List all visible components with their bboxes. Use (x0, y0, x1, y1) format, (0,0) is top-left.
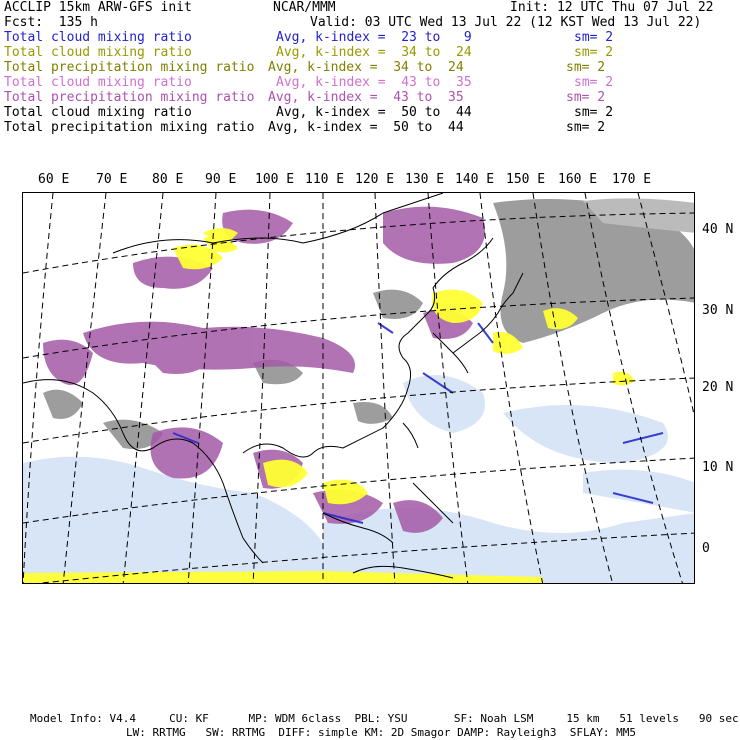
lat-label: 10 N (702, 460, 734, 475)
lon-label: 160 E (558, 172, 598, 187)
legend-avg: Avg, k-index = 50 to 44 (268, 120, 464, 135)
lon-label: 100 E (255, 172, 295, 187)
lon-label: 60 E (38, 172, 70, 187)
lon-label: 120 E (355, 172, 395, 187)
legend-avg: Avg, k-index = 50 to 44 (276, 105, 472, 120)
legend-sm: sm= 2 (574, 75, 614, 90)
legend-avg: Avg, k-index = 23 to 9 (276, 30, 472, 45)
legend-sm: sm= 2 (574, 45, 614, 60)
legend-avg: Avg, k-index = 43 to 35 (268, 90, 464, 105)
legend-name: Total cloud mixing ratio (4, 75, 192, 90)
legend-sm: sm= 2 (566, 60, 606, 75)
legend-avg: Avg, k-index = 43 to 35 (276, 75, 472, 90)
lat-label: 40 N (702, 222, 734, 237)
organization: NCAR/MMM (273, 0, 336, 15)
lon-label: 70 E (96, 172, 128, 187)
legend-name: Total precipitation mixing ratio (4, 90, 255, 105)
valid-time: Valid: 03 UTC Wed 13 Jul 22 (12 KST Wed 13 Jul 22) (310, 15, 702, 30)
map-graphic (23, 193, 695, 584)
legend-name: Total precipitation mixing ratio (4, 120, 255, 135)
legend-sm: sm= 2 (574, 30, 614, 45)
init-time: Init: 12 UTC Thu 07 Jul 22 (510, 0, 714, 15)
lat-label: 0 (702, 541, 710, 556)
title: ACCLIP 15km ARW-GFS init (4, 0, 192, 15)
legend-name: Total cloud mixing ratio (4, 105, 192, 120)
legend-name: Total cloud mixing ratio (4, 45, 192, 60)
legend-avg: Avg, k-index = 34 to 24 (276, 45, 472, 60)
forecast-hour: Fcst: 135 h (4, 15, 98, 30)
legend-avg: Avg, k-index = 34 to 24 (268, 60, 464, 75)
lon-label: 110 E (305, 172, 345, 187)
lon-label: 140 E (455, 172, 495, 187)
footer-physics-info: LW: RRTMG SW: RRTMG DIFF: simple KM: 2D Smagor DAMP: Rayleigh3 SFLAY: MM5 (126, 726, 636, 739)
lon-label: 130 E (405, 172, 445, 187)
lat-label: 30 N (702, 303, 734, 318)
lon-label: 150 E (506, 172, 546, 187)
lon-label: 80 E (152, 172, 184, 187)
lon-label: 170 E (612, 172, 652, 187)
legend-sm: sm= 2 (566, 120, 606, 135)
legend-sm: sm= 2 (566, 90, 606, 105)
footer-model-info: Model Info: V4.4 CU: KF MP: WDM 6class PBL: YSU SF: Noah LSM 15 km 51 levels 90 sec (30, 712, 739, 725)
lat-label: 20 N (702, 380, 734, 395)
legend-sm: sm= 2 (574, 105, 614, 120)
legend-name: Total cloud mixing ratio (4, 30, 192, 45)
map-panel (22, 192, 695, 584)
lon-label: 90 E (205, 172, 237, 187)
legend-name: Total precipitation mixing ratio (4, 60, 255, 75)
